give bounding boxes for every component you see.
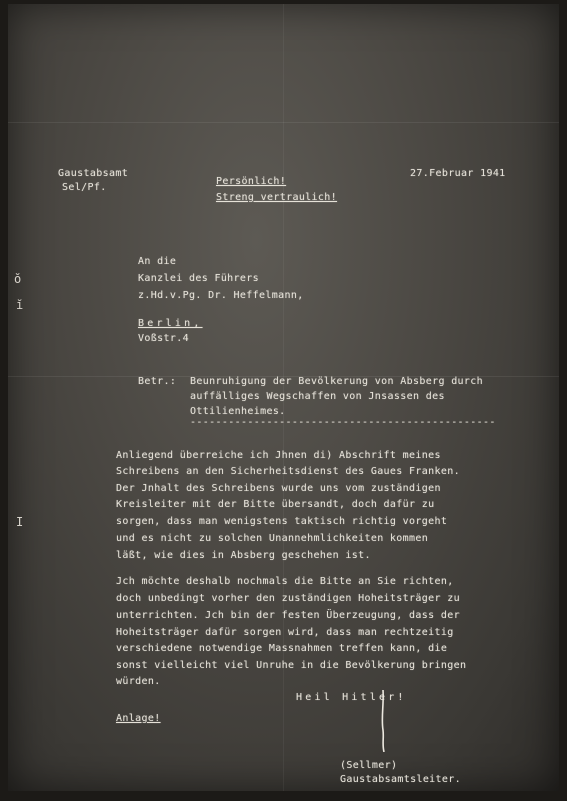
recipient-line: An die — [138, 256, 177, 267]
body-line: sorgen, dass man wenigstens taktisch richtig vorgeht — [116, 516, 448, 527]
reference-code: Sel/Pf. — [62, 182, 107, 193]
confidential-marking: Streng vertraulich! — [216, 192, 338, 203]
subject-line: auffälliges Wegschaffen von Jnsassen des — [190, 391, 445, 402]
personal-marking: Persönlich! — [216, 176, 287, 187]
body-line: Anliegend überreiche ich Jhnen di) Abschrift meines — [116, 450, 441, 461]
office-name: Gaustabsamt — [58, 168, 129, 179]
body-line: Der Jnhalt des Schreibens wurde uns vom zuständigen — [116, 483, 441, 494]
enclosure-note: Anlage! — [116, 713, 161, 724]
body-line: sonst vielleicht viel Unruhe in die Bevölkerung bringen — [116, 660, 467, 671]
margin-mark: ĭ — [16, 298, 24, 312]
signer-name: (Sellmer) — [340, 760, 398, 771]
recipient-office: Kanzlei des Führers — [138, 273, 260, 284]
recipient-city: Berlin, — [138, 318, 203, 329]
subject-line: Beunruhigung der Bevölkerung von Absberg durch — [190, 376, 484, 387]
body-line: würden. — [116, 676, 161, 687]
body-line: verschiedene notwendige Massnahmen treffen kann, die — [116, 643, 448, 654]
recipient-attention: z.Hd.v.Pg. Dr. Heffelmann, — [138, 290, 304, 301]
letter-date: 27.Februar 1941 — [410, 168, 506, 179]
subject-line: Ottilienheimes. — [190, 406, 286, 417]
body-line: läßt, wie dies in Absberg geschehen ist. — [116, 550, 371, 561]
subject-prefix: Betr.: — [138, 376, 177, 387]
recipient-street: Voßstr.4 — [138, 333, 189, 344]
body-line: Jch möchte deshalb nochmals die Bitte an Sie richten, — [116, 576, 454, 587]
subject-rule: ------------------------------------------------ — [190, 417, 496, 428]
body-line: unterrichten. Jch bin der festen Überzeugung, dass der — [116, 610, 461, 621]
signer-title: Gaustabsamtsleiter. — [340, 774, 462, 785]
margin-mark: I — [16, 515, 24, 529]
closing-salute: Heil Hitler! — [296, 692, 407, 703]
body-line: Kreisleiter mit der Bitte übersandt, doch dafür zu — [116, 499, 435, 510]
body-line: Schreibens an den Sicherheitsdienst des Gaues Franken. — [116, 466, 461, 477]
body-line: doch unbedingt vorher den zuständigen Hoheitsträger zu — [116, 593, 461, 604]
signature-stroke — [378, 690, 388, 752]
margin-mark: ŏ — [14, 272, 22, 286]
body-line: und es nicht zu solchen Unannehmlichkeiten kommen — [116, 533, 429, 544]
body-line: Hoheitsträger dafür sorgen wird, dass man rechtzeitig — [116, 627, 454, 638]
